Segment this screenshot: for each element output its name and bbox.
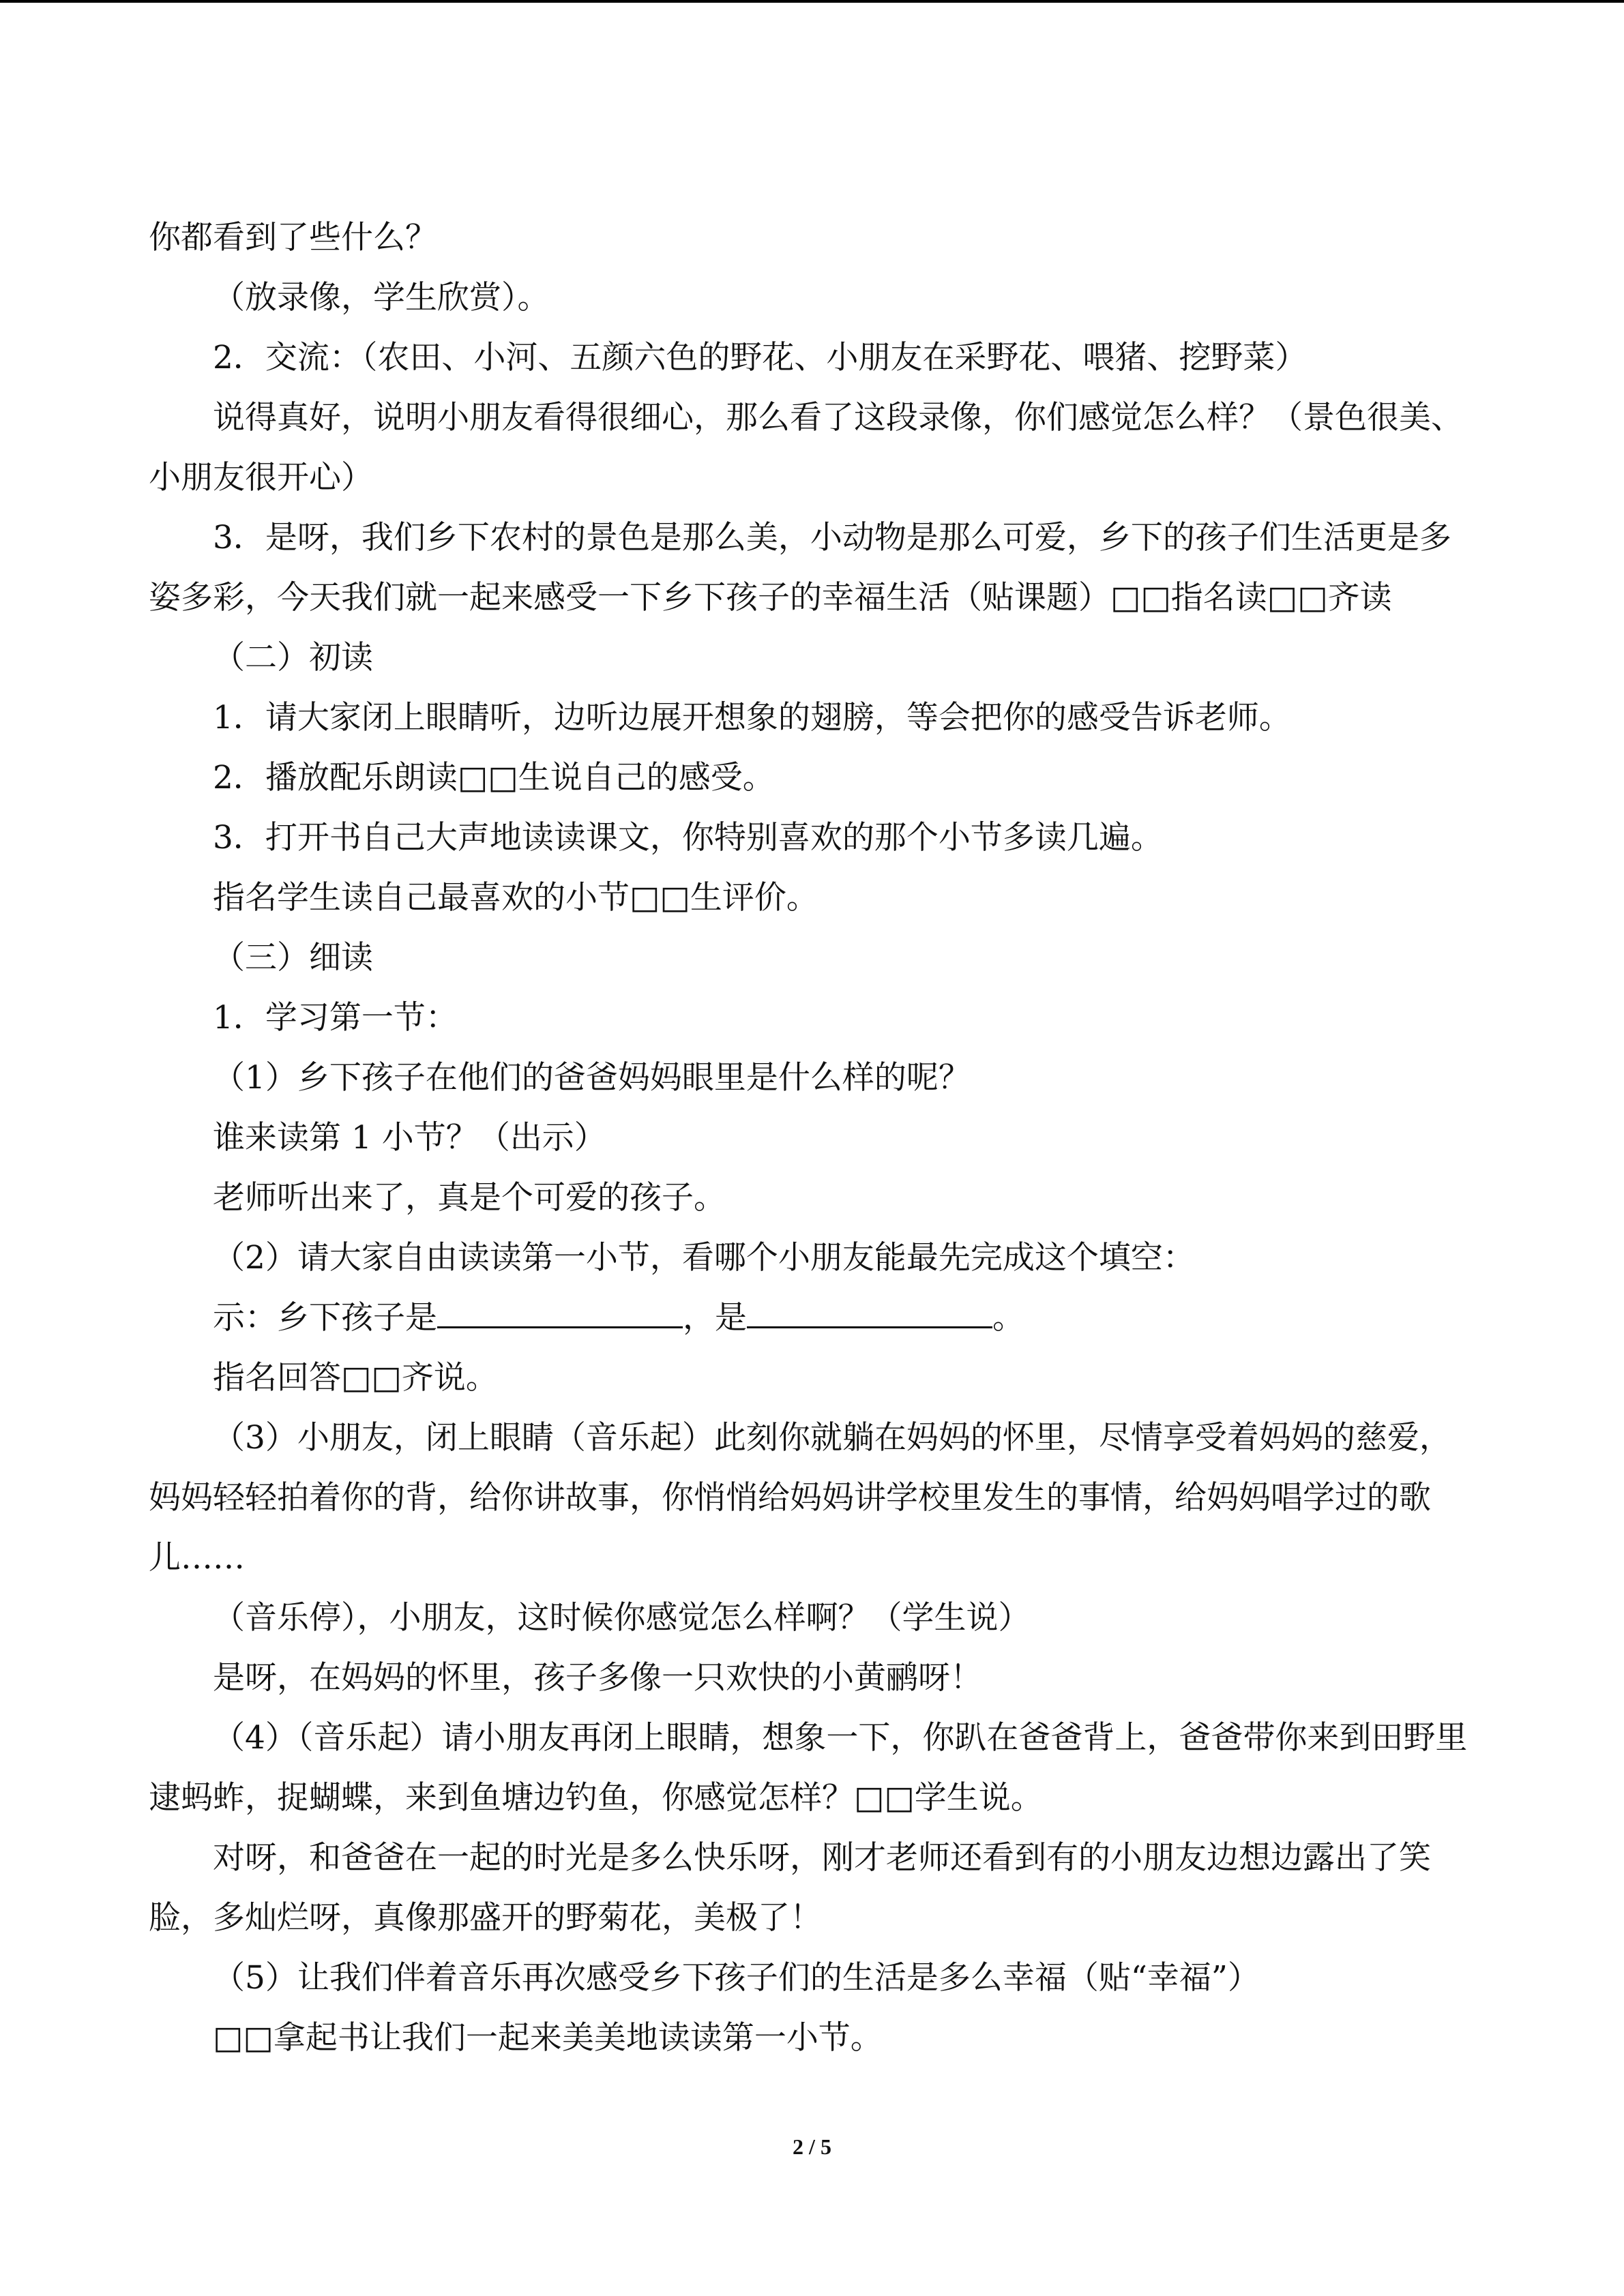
paragraph-9: 3．打开书自己大声地读读课文，你特别喜欢的那个小节多读几遍。: [213, 819, 1163, 856]
paragraph-2: （放录像，学生欣赏）。: [213, 279, 550, 316]
paragraph-18: 指名回答□□齐说。: [213, 1359, 498, 1397]
top-border: [0, 0, 1624, 3]
page-number: 2 / 5: [793, 2134, 831, 2159]
paragraph-22: （4）（音乐起）请小朋友再闭上眼睛，想象一下，你趴在爸爸背上，爸爸带你来到田野里逮蚂蚱，捉蝴蝶，来到鱼塘边钓鱼，你感觉怎样？□□学生说。: [149, 1719, 1468, 1817]
paragraph-7: 1．请大家闭上眼睛听，边听边展开想象的翅膀，等会把你的感受告诉老师。: [213, 699, 1291, 736]
fill-blank-2: [747, 1296, 992, 1328]
paragraph-4: 说得真好，说明小朋友看得很细心，那么看了这段录像，你们感觉怎么样？（景色很美、小朋友很开心）: [149, 399, 1463, 496]
document-body: [149, 208, 1480, 2068]
paragraph-12: 1．学习第一节：: [213, 999, 458, 1037]
fill-prefix: 示：乡下孩子是: [213, 1299, 437, 1337]
paragraph-20: （音乐停），小朋友，这时候你感觉怎么样啊？（学生说）: [213, 1599, 1031, 1637]
paragraph-24: （5）让我们伴着音乐再次感受乡下孩子们的生活是多么幸福（贴“幸福”）: [213, 1959, 1260, 1997]
paragraph-25: □□拿起书让我们一起来美美地读读第一小节。: [213, 2019, 883, 2057]
paragraph-5: 3．是呀，我们乡下农村的景色是那么美，小动物是那么可爱，乡下的孩子们生活更是多姿多彩，今天我们就一起来感受一下乡下孩子的幸福生活（贴课题）□□指名读□□齐读: [149, 519, 1451, 616]
paragraph-16: （2）请大家自由读读第一小节，看哪个小朋友能最先完成这个填空：: [213, 1239, 1195, 1277]
section-heading-xidu: （三）细读: [213, 939, 373, 976]
paragraph-13: （1）乡下孩子在他们的爸爸妈妈眼里是什么样的呢？: [213, 1059, 971, 1097]
paragraph-1: 你都看到了些什么？: [149, 219, 437, 256]
fill-blank-1: [437, 1296, 683, 1328]
fill-middle: ，是: [683, 1299, 747, 1337]
paragraph-15: 老师听出来了，真是个可爱的孩子。: [213, 1179, 726, 1217]
paragraph-10: 指名学生读自己最喜欢的小节□□生评价。: [213, 879, 818, 916]
section-heading-chudu: （二）初读: [213, 639, 373, 676]
fill-in-blank-line: [149, 1288, 1480, 1348]
fill-suffix: 。: [992, 1299, 1024, 1337]
paragraph-21: 是呀，在妈妈的怀里，孩子多像一只欢快的小黄鹂呀！: [213, 1659, 982, 1697]
paragraph-8: 2．播放配乐朗读□□生说自己的感受。: [213, 759, 775, 796]
paragraph-19: （3）小朋友，闭上眼睛（音乐起）此刻你就躺在妈妈的怀里，尽情享受着妈妈的慈爱，妈妈轻轻拍着你的背，给你讲故事，你悄悄给妈妈讲学校里发生的事情，给妈妈唱学过的歌儿……: [149, 1419, 1451, 1577]
paragraph-23: 对呀，和爸爸在一起的时光是多么快乐呀，刚才老师还看到有的小朋友边想边露出了笑脸，多灿烂呀，真像那盛开的野菊花，美极了！: [149, 1839, 1431, 1937]
paragraph-3: 2．交流：（农田、小河、五颜六色的野花、小朋友在采野花、喂猪、挖野菜）: [213, 339, 1308, 376]
paragraph-14: 谁来读第 1 小节？（出示）: [213, 1119, 606, 1157]
